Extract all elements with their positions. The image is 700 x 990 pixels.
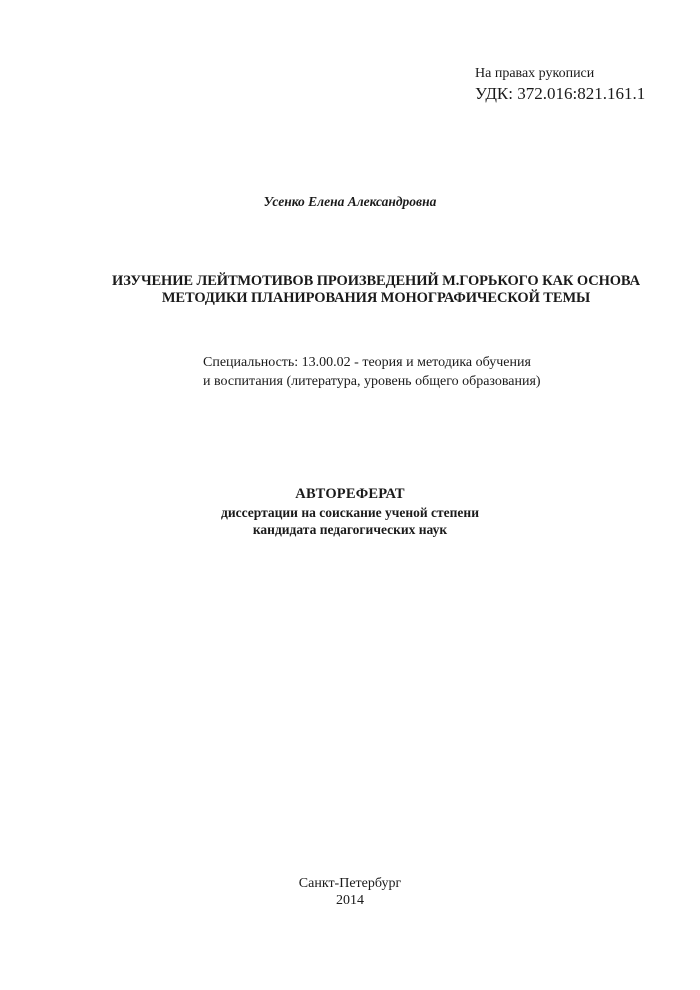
manuscript-rights-label: На правах рукописи xyxy=(475,66,595,81)
specialty-line-2: и воспитания (литература, уровень общего образования) xyxy=(203,374,541,389)
abstract-subtitle-line-2: кандидата педагогических наук xyxy=(252,522,448,537)
abstract-subtitle-line-1: диссертации на соискание ученой степени xyxy=(221,505,479,520)
publication-city: Санкт-Петербург xyxy=(298,876,402,891)
udc-code: УДК: 372.016:821.161.1 xyxy=(475,84,646,103)
title-line-2: МЕТОДИКИ ПЛАНИРОВАНИЯ МОНОГРАФИЧЕСКОЙ ТЕМЫ xyxy=(161,290,591,306)
title-line-1: ИЗУЧЕНИЕ ЛЕЙТМОТИВОВ ПРОИЗВЕДЕНИЙ М.ГОРЬКОГО КАК ОСНОВА xyxy=(112,273,640,289)
author-name: Усенко Елена Александровна xyxy=(263,194,437,209)
specialty-line-1: Специальность: 13.00.02 - теория и методика обучения xyxy=(203,355,531,370)
abstract-heading: АВТОРЕФЕРАТ xyxy=(295,486,405,502)
publication-year: 2014 xyxy=(336,893,364,908)
